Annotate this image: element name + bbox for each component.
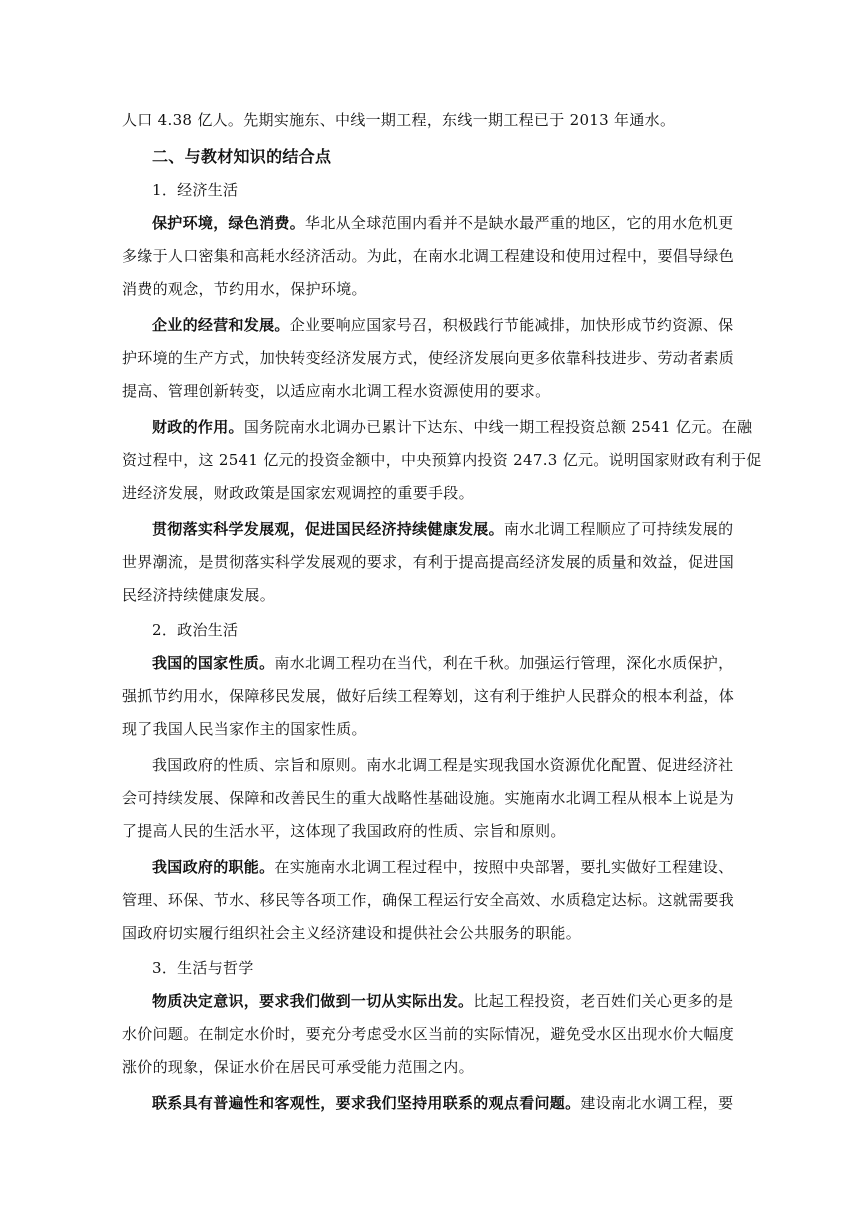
paragraph-line: 我国政府的性质、宗旨和原则。南水北调工程是实现我国水资源优化配置、促进经济社 bbox=[152, 756, 734, 774]
section-title: 二、与教材知识的结合点 bbox=[152, 147, 332, 166]
bold-term: 财政的作用。 bbox=[152, 418, 244, 436]
bold-term: 物质决定意识，要求我们做到一切从实际出发。 bbox=[152, 992, 474, 1010]
paragraph-line: 水价问题。在制定水价时，要充分考虑受水区当前的实际情况，避免受水区出现水价大幅度 bbox=[122, 1025, 735, 1043]
paragraph-line: 会可持续发展、保障和改善民生的重大战略性基础设施。实施南水北调工程从根本上说是为 bbox=[122, 789, 735, 807]
paragraph-line: 联系具有普遍性和客观性，要求我们坚持用联系的观点看问题。建设南北水调工程，要 bbox=[152, 1094, 734, 1112]
paragraph-line: 提高、管理创新转变，以适应南水北调工程水资源使用的要求。 bbox=[122, 382, 551, 400]
paragraph-line: 了提高人民的生活水平，这体现了我国政府的性质、宗旨和原则。 bbox=[122, 822, 566, 840]
paragraph-line: 保护环境，绿色消费。华北从全球范围内看并不是缺水最严重的地区，它的用水危机更 bbox=[152, 214, 734, 232]
bold-term: 我国政府的职能。 bbox=[152, 858, 275, 876]
subsection-title-political: 2．政治生活 bbox=[152, 621, 239, 639]
paragraph-line: 消费的观念，节约用水，保护环境。 bbox=[122, 280, 367, 298]
paragraph-line: 物质决定意识，要求我们做到一切从实际出发。比起工程投资，老百姓们关心更多的是 bbox=[152, 992, 734, 1010]
bold-term: 我国的国家性质。 bbox=[152, 654, 275, 672]
paragraph-line: 贯彻落实科学发展观，促进国民经济持续健康发展。南水北调工程顺应了可持续发展的 bbox=[152, 520, 734, 538]
subsection-title-economic: 1．经济生活 bbox=[152, 181, 239, 199]
paragraph-line: 涨价的现象，保证水价在居民可承受能力范围之内。 bbox=[122, 1058, 474, 1076]
paragraph-line: 民经济持续健康发展。 bbox=[122, 586, 276, 604]
paragraph-line: 国政府切实履行组织社会主义经济建设和提供社会公共服务的职能。 bbox=[122, 924, 582, 942]
bold-term: 联系具有普遍性和客观性，要求我们坚持用联系的观点看问题。 bbox=[152, 1094, 581, 1112]
paragraph-line: 财政的作用。国务院南水北调办已累计下达东、中线一期工程投资总额 2541 亿元。在融 bbox=[152, 418, 753, 436]
paragraph-line: 企业的经营和发展。企业要响应国家号召，积极践行节能减排，加快形成节约资源、保 bbox=[152, 316, 734, 334]
paragraph-line: 资过程中，这 2541 亿元的投资金额中，中央预算内投资 247.3 亿元。说明国家财政有利于促 bbox=[122, 451, 762, 469]
intro-tail-line: 人口 4.38 亿人。先期实施东、中线一期工程，东线一期工程已于 2013 年通水。 bbox=[122, 111, 676, 129]
paragraph-line: 进经济发展，财政政策是国家宏观调控的重要手段。 bbox=[122, 484, 474, 502]
paragraph-line: 我国政府的职能。在实施南水北调工程过程中，按照中央部署，要扎实做好工程建设、 bbox=[152, 858, 734, 876]
paragraph-line: 世界潮流，是贯彻落实科学发展观的要求，有利于提高提高经济发展的质量和效益，促进国 bbox=[122, 553, 735, 571]
paragraph-line: 护环境的生产方式，加快转变经济发展方式，使经济发展向更多依靠科技进步、劳动者素质 bbox=[122, 349, 735, 367]
paragraph-line: 现了我国人民当家作主的国家性质。 bbox=[122, 720, 367, 738]
subsection-title-philosophy: 3．生活与哲学 bbox=[152, 959, 254, 977]
paragraph-line: 我国的国家性质。南水北调工程功在当代，利在千秋。加强运行管理，深化水质保护， bbox=[152, 654, 734, 672]
bold-term: 企业的经营和发展。 bbox=[152, 316, 290, 334]
bold-term: 贯彻落实科学发展观，促进国民经济持续健康发展。 bbox=[152, 520, 504, 538]
paragraph-line: 强抓节约用水，保障移民发展，做好后续工程筹划，这有利于维护人民群众的根本利益，体 bbox=[122, 687, 735, 705]
paragraph-line: 多缘于人口密集和高耗水经济活动。为此，在南水北调工程建设和使用过程中，要倡导绿色 bbox=[122, 247, 735, 265]
paragraph-line: 管理、环保、节水、移民等各项工作，确保工程运行安全高效、水质稳定达标。这就需要我 bbox=[122, 891, 735, 909]
bold-term: 保护环境，绿色消费。 bbox=[152, 214, 306, 232]
